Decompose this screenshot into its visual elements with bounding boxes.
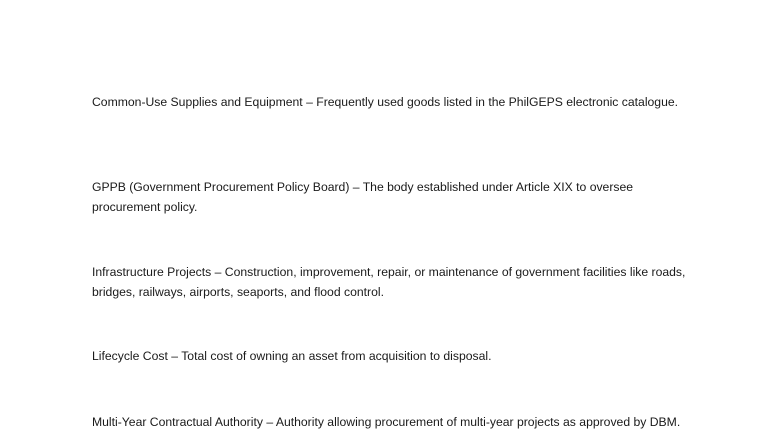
glossary-definition: Total cost of owning an asset from acquisition to disposal. <box>181 349 492 363</box>
glossary-separator: – <box>262 415 276 429</box>
glossary-separator: – <box>167 349 182 363</box>
glossary-definition: The body established under Article XIX to oversee procurement policy. <box>92 180 634 214</box>
glossary-definition: Construction, improvement, repair, or maintenance of government facilities like roads, bridges, railways, airports, seaports, and flood control. <box>92 265 686 299</box>
glossary-entry <box>92 92 692 112</box>
glossary-entry <box>92 177 692 217</box>
glossary-term: Common-Use Supplies and Equipment <box>92 95 303 109</box>
glossary-separator: – <box>211 265 225 279</box>
glossary-term: Multi-Year Contractual Authority <box>92 415 263 429</box>
glossary-definition: Frequently used goods listed in the PhilGEPS electronic catalogue. <box>316 95 679 109</box>
glossary-definition: Authority allowing procurement of multi-year projects as approved by DBM. <box>275 415 681 429</box>
glossary-term: GPPB (Government Procurement Policy Board) <box>92 180 350 194</box>
glossary-term: Infrastructure Projects <box>92 265 212 279</box>
glossary-term: Lifecycle Cost <box>92 349 168 363</box>
glossary-entry <box>92 412 692 432</box>
glossary-entry <box>92 346 692 366</box>
glossary-entry <box>92 262 692 302</box>
glossary-separator: – <box>349 180 363 194</box>
glossary-separator: – <box>302 95 317 109</box>
